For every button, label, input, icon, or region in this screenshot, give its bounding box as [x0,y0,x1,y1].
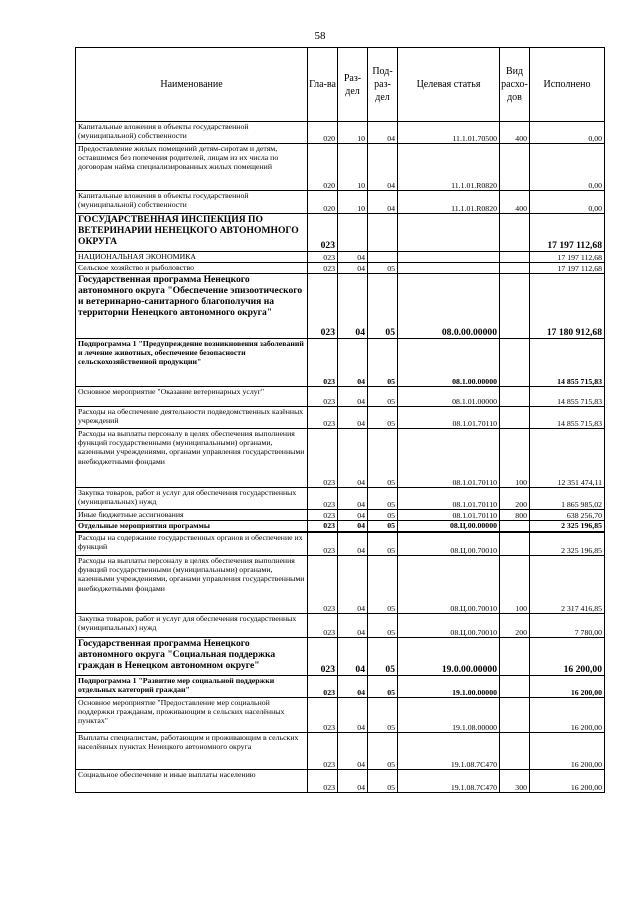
row-amount: 16 200,00 [530,733,605,770]
row-subsection: 04 [368,144,398,191]
row-chapter: 023 [308,733,338,770]
header-expense-type: Вид расхо-дов [500,48,530,122]
row-chapter: 023 [308,698,338,733]
row-subsection: 05 [368,676,398,698]
row-name: Основное мероприятие "Оказание ветеринарных услуг" [76,387,308,407]
row-subsection [368,252,398,263]
row-expense-type: 100 [500,429,530,488]
row-name: Государственная программа Ненецкого автономного округа "Обеспечение эпизоотического и ветеринарно-санитарного благополучия на территории Ненецкого автономного округа" [76,274,308,339]
table-row [76,263,605,274]
table-row [76,532,605,556]
row-expense-type [500,144,530,191]
table-row [76,556,605,614]
row-amount: 16 200,00 [530,770,605,793]
table-row [76,733,605,770]
row-expense-type: 400 [500,122,530,144]
row-section: 04 [338,698,368,733]
row-amount: 14 855 715,83 [530,407,605,429]
row-amount: 638 256,70 [530,510,605,521]
row-expense-type: 200 [500,488,530,510]
row-expense-type [500,521,530,532]
row-section: 04 [338,252,368,263]
table-row [76,488,605,510]
row-target: 19.1.08.7С470 [398,733,500,770]
row-name: Закупка товаров, работ и услуг для обеспечения государственных (муниципальных) нужд [76,614,308,638]
row-section: 04 [338,770,368,793]
row-section: 04 [338,339,368,387]
row-section: 04 [338,556,368,614]
row-amount: 14 855 715,83 [530,339,605,387]
row-section: 04 [338,614,368,638]
row-target: 11.1.01.70500 [398,122,500,144]
row-chapter: 023 [308,407,338,429]
row-amount: 12 351 474,11 [530,429,605,488]
budget-execution-table [75,47,605,793]
header-target: Целевая статья [398,48,500,122]
row-amount: 17 197 112,68 [530,252,605,263]
row-name: Расходы на содержание государственных органов и обеспечение их функций [76,532,308,556]
row-amount: 17 197 112,68 [530,214,605,252]
row-chapter: 023 [308,676,338,698]
row-target: 08.1.01.70110 [398,488,500,510]
row-name: Капитальные вложения в объекты государственной (муниципальной) собственности [76,191,308,214]
row-chapter: 023 [308,252,338,263]
row-chapter: 023 [308,214,338,252]
row-amount: 2 325 196,85 [530,532,605,556]
header-executed: Исполнено [530,48,605,122]
row-subsection: 05 [368,274,398,339]
row-target: 08.0.00.00000 [398,274,500,339]
row-name: ГОСУДАРСТВЕННАЯ ИНСПЕКЦИЯ ПО ВЕТЕРИНАРИИ НЕНЕЦКОГО АВТОНОМНОГО ОКРУГА [76,214,308,252]
row-subsection: 05 [368,521,398,532]
row-expense-type [500,339,530,387]
row-subsection: 05 [368,263,398,274]
row-expense-type: 100 [500,556,530,614]
page-number: 58 [314,30,326,42]
table-row [76,676,605,698]
row-chapter: 023 [308,339,338,387]
row-subsection: 05 [368,387,398,407]
row-subsection: 05 [368,638,398,676]
row-name: Закупка товаров, работ и услуг для обеспечения государственных (муниципальных) нужд [76,488,308,510]
row-subsection: 04 [368,191,398,214]
row-expense-type [500,214,530,252]
row-expense-type [500,274,530,339]
row-section: 04 [338,733,368,770]
row-subsection: 05 [368,429,398,488]
row-target: 08.Ц.00.00000 [398,521,500,532]
row-section [338,214,368,252]
row-name: Расходы на выплаты персоналу в целях обеспечения выполнения функций государственными (муниципальными) органами, казенными учреждениями, органами управления государственными внебюджетными фондами [76,556,308,614]
row-name: Расходы на обеспечение деятельности подведомственных казённых учреждений [76,407,308,429]
row-chapter: 023 [308,556,338,614]
row-subsection: 05 [368,614,398,638]
table-row [76,638,605,676]
row-subsection: 05 [368,698,398,733]
row-expense-type [500,676,530,698]
row-expense-type: 300 [500,770,530,793]
row-chapter: 020 [308,122,338,144]
table-row [76,698,605,733]
row-section: 04 [338,387,368,407]
row-chapter: 023 [308,532,338,556]
row-target [398,252,500,263]
row-section: 04 [338,488,368,510]
row-name: Иные бюджетные ассигнования [76,510,308,521]
row-name: Отдельные мероприятия программы [76,521,308,532]
row-target: 08.1.01.70110 [398,407,500,429]
row-subsection: 04 [368,122,398,144]
row-target: 19.1.00.00000 [398,676,500,698]
row-section: 04 [338,521,368,532]
row-name: Социальное обеспечение и иные выплаты населению [76,770,308,793]
row-chapter: 023 [308,387,338,407]
row-subsection: 05 [368,339,398,387]
row-amount: 14 855 715,83 [530,387,605,407]
header-name: Наименование [76,48,308,122]
row-amount: 0,00 [530,122,605,144]
row-chapter: 023 [308,770,338,793]
row-expense-type [500,263,530,274]
table-row [76,274,605,339]
row-amount: 0,00 [530,144,605,191]
row-subsection: 05 [368,510,398,521]
row-expense-type [500,407,530,429]
row-subsection: 05 [368,407,398,429]
row-subsection: 05 [368,556,398,614]
row-chapter: 023 [308,614,338,638]
row-expense-type [500,252,530,263]
row-target: 19.0.00.00000 [398,638,500,676]
row-section: 04 [338,274,368,339]
row-name: Государственная программа Ненецкого автономного округа "Социальная поддержка граждан в Ненецком автономном округе" [76,638,308,676]
row-chapter: 023 [308,488,338,510]
row-target: 08.1.01.70110 [398,510,500,521]
table-row [76,339,605,387]
row-section: 10 [338,144,368,191]
row-amount: 7 780,00 [530,614,605,638]
table-row [76,214,605,252]
row-amount: 0,00 [530,191,605,214]
header-subsection: Под-раз-дел [368,48,398,122]
row-expense-type [500,387,530,407]
header-section: Раз-дел [338,48,368,122]
row-name: Предоставление жилых помещений детям-сиротам и детям, оставшимся без попечения родителей, лицам из их числа по договорам найма специализированных жилых помещений [76,144,308,191]
row-section: 04 [338,263,368,274]
row-section: 04 [338,429,368,488]
table-row [76,521,605,532]
row-subsection: 05 [368,770,398,793]
row-expense-type: 400 [500,191,530,214]
row-target: 11.1.01.R0820 [398,144,500,191]
row-name: Подпрограмма 1 "Развитие мер социальной поддержки отдельных категорий граждан" [76,676,308,698]
row-amount: 16 200,00 [530,676,605,698]
row-target: 19.1.08.00000 [398,698,500,733]
row-section: 04 [338,407,368,429]
table-row [76,770,605,793]
row-expense-type [500,733,530,770]
row-chapter: 023 [308,263,338,274]
row-subsection: 05 [368,733,398,770]
row-subsection: 05 [368,488,398,510]
row-name: Сельское хозяйство и рыболовство [76,263,308,274]
row-expense-type: 200 [500,614,530,638]
row-chapter: 020 [308,191,338,214]
row-expense-type [500,698,530,733]
row-chapter: 023 [308,510,338,521]
row-name: НАЦИОНАЛЬНАЯ ЭКОНОМИКА [76,252,308,263]
row-amount: 17 197 112,68 [530,263,605,274]
row-expense-type [500,638,530,676]
row-target [398,214,500,252]
row-name: Подпрограмма 1 "Предупреждение возникновения заболеваний и лечение животных, обеспечение безопасности сельскохозяйственной продукции" [76,339,308,387]
row-target: 08.1.00.00000 [398,339,500,387]
row-amount: 17 180 912,68 [530,274,605,339]
table-row [76,252,605,263]
row-section: 04 [338,532,368,556]
row-chapter: 023 [308,429,338,488]
row-target: 08.Ц.00.70010 [398,556,500,614]
row-chapter: 023 [308,274,338,339]
row-name: Основное мероприятие "Предоставление мер социальной поддержки гражданам, проживающим в сельских населённых пунктах" [76,698,308,733]
table-row [76,122,605,144]
row-amount: 16 200,00 [530,698,605,733]
row-expense-type [500,532,530,556]
table-row [76,407,605,429]
table-row [76,429,605,488]
row-target [398,263,500,274]
row-target: 08.Ц.00.70010 [398,532,500,556]
row-chapter: 023 [308,521,338,532]
row-target: 08.1.01.00000 [398,387,500,407]
row-section: 10 [338,191,368,214]
row-amount: 1 865 985,02 [530,488,605,510]
table-row [76,614,605,638]
row-expense-type: 800 [500,510,530,521]
row-name: Выплаты специалистам, работающим и проживающим в сельских населённых пунктах Ненецкого автономного округа [76,733,308,770]
table-row [76,510,605,521]
row-section: 04 [338,676,368,698]
row-chapter: 020 [308,144,338,191]
row-subsection [368,214,398,252]
table-row [76,387,605,407]
header-chapter: Гла-ва [308,48,338,122]
row-section: 10 [338,122,368,144]
row-name: Капитальные вложения в объекты государственной (муниципальной) собственности [76,122,308,144]
row-amount: 2 317 416,85 [530,556,605,614]
row-section: 04 [338,510,368,521]
row-chapter: 023 [308,638,338,676]
row-subsection: 05 [368,532,398,556]
table-row [76,144,605,191]
row-section: 04 [338,638,368,676]
table-header-row [76,48,605,122]
row-amount: 16 200,00 [530,638,605,676]
row-target: 19.1.08.7С470 [398,770,500,793]
row-target: 11.1.01.R0820 [398,191,500,214]
row-target: 08.1.01.70110 [398,429,500,488]
row-amount: 2 325 196,85 [530,521,605,532]
table-row [76,191,605,214]
row-name: Расходы на выплаты персоналу в целях обеспечения выполнения функций государственными (муниципальными) органами, казенными учреждениями, органами управления государственными внебюджетными фондами [76,429,308,488]
row-target: 08.Ц.00.70010 [398,614,500,638]
